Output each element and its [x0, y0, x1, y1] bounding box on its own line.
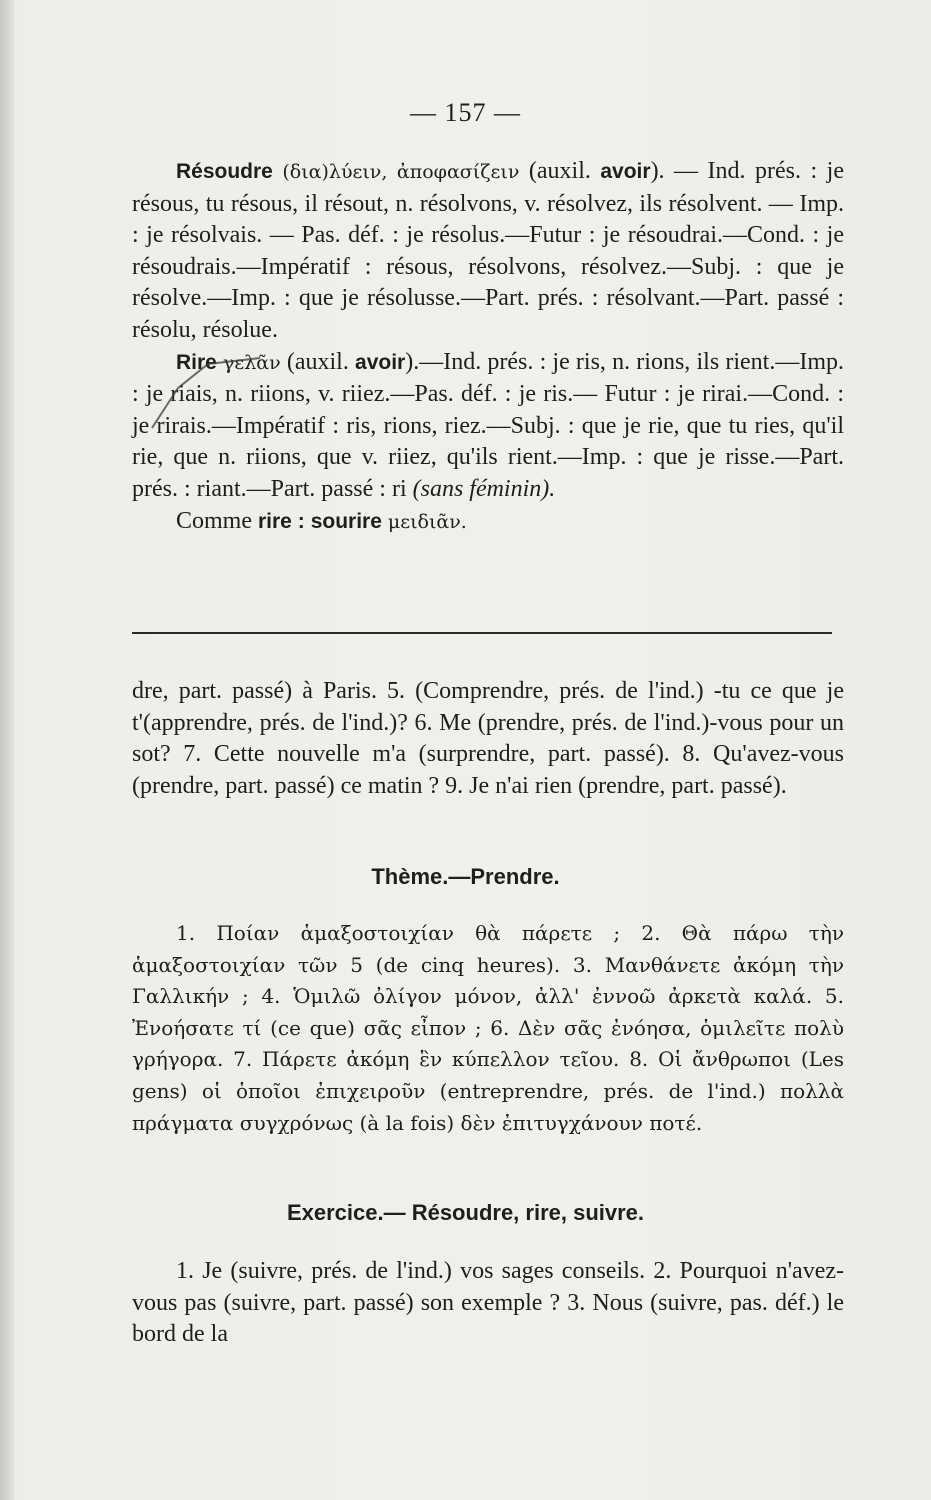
- resoudre-auxil-word: avoir: [600, 160, 651, 183]
- resoudre-conjugation: ). — Ind. prés. : je résous, tu résous, il résout, n. résolvons, v. résolvez, ils résolvent. — Imp. : je résolvais. — Pas. déf. : je résolus.—Futur : je résoudrai.—Cond. : je résoudrais.—Impératif : résous, résolvons, résolvez.—Subj. : que je résolve.—Imp. : que je résolusse.—Part. prés. : résolvant.—Part. passé : résolu, résolue.: [132, 158, 845, 343]
- separator-rule: [132, 632, 832, 634]
- comme-greek: μειδιᾶν.: [387, 510, 467, 533]
- comme-word: rire :: [258, 509, 305, 533]
- exercice-heading: Exercice.— Résoudre, rire, suivre.: [286, 1200, 645, 1225]
- rire-note: (sans féminin).: [412, 475, 556, 502]
- rire-conjugation: ).—Ind. prés. : je ris, n. rions, ils rient.—Imp. : je riais, n. riions, v. riiez.—Pas. déf. : je ris.— Futur : je rirai.—Cond. : je rirais.—Impératif : ris, rions, riez.—Subj. : que je rie, que tu ries, qu'il rie, que n. riions, que v. riiez, qu'ils rient.—Imp. : que je risse.—Part. prés. : riant.—Part. passé : ri: [132, 348, 844, 502]
- rire-headword: Rire: [176, 350, 217, 374]
- resoudre-auxil-pre: (auxil.: [528, 158, 591, 184]
- resoudre-greek: (δια)λύειν, ἀποφασίζειν: [282, 161, 520, 183]
- theme-section: [132, 918, 844, 1139]
- comme-compound: sourire: [310, 509, 382, 533]
- theme-heading: Thème.—Prendre.: [371, 864, 560, 889]
- resoudre-headword: Résoudre: [176, 160, 273, 183]
- rire-auxil-word: avoir: [355, 350, 406, 374]
- exercice-section: [132, 1256, 844, 1351]
- rire-greek: γελᾶν: [223, 351, 281, 374]
- exercise-continuation: [132, 676, 844, 802]
- theme-text: 1. Ποίαν ἁμαξοστοιχίαν θὰ πάρετε ; 2. Θὰ πάρω τὴν ἁμαξοστοιχίαν τῶν 5 (de cinq heures). 3. Μανθάνετε ἀκόμη τὴν Γαλλικήν ; 4. Ὁμιλῶ ὀλίγον μόνον, ἀλλ' ἐννοῶ ἀρκετὰ καλά. 5. Ἐνοήσατε τί (ce que) σᾶς εἶπον ; 6. Δὲν σᾶς ἐνόησα, ὁμιλεῖτε πολὺ γρήγορα. 7. Πάρετε ἀκόμη ἓν κύπελλον τεῖου. 8. Οἱ ἄνθρωποι (Les gens) οἱ ὁποῖοι ἐπιχειροῦν (entreprendre, prés. de l'ind.) πολλὰ πράγματα συγχρόνως (à la fois) δὲν ἐπιτυγχάνουν ποτέ.: [132, 921, 844, 1135]
- comme-prefix: Comme: [176, 507, 252, 534]
- page-gutter: [0, 0, 14, 1500]
- rire-auxil-pre: (auxil.: [286, 348, 349, 375]
- exercice-text: 1. Je (suivre, prés. de l'ind.) vos sages conseils. 2. Pourquoi n'avez-vous pas (suivre, part. passé) son exemple ? 3. Nous (suivre, pas. déf.) le bord de la: [132, 1258, 844, 1348]
- page-number: — 157 —: [410, 98, 521, 127]
- pencil-checkmark-icon: [148, 348, 268, 434]
- exercise-continuation-text: dre, part. passé) à Paris. 5. (Comprendre, prés. de l'ind.) -tu ce que je t'(apprendre, prés. de l'ind.)? 6. Me (prendre, prés. de l'ind.)-vous pour un sot? 7. Cette nouvelle m'a (surprendre, part. passé). 8. Qu'avez-vous (prendre, part. passé) ce matin ? 9. Je n'ai rien (prendre, part. passé).: [132, 678, 844, 799]
